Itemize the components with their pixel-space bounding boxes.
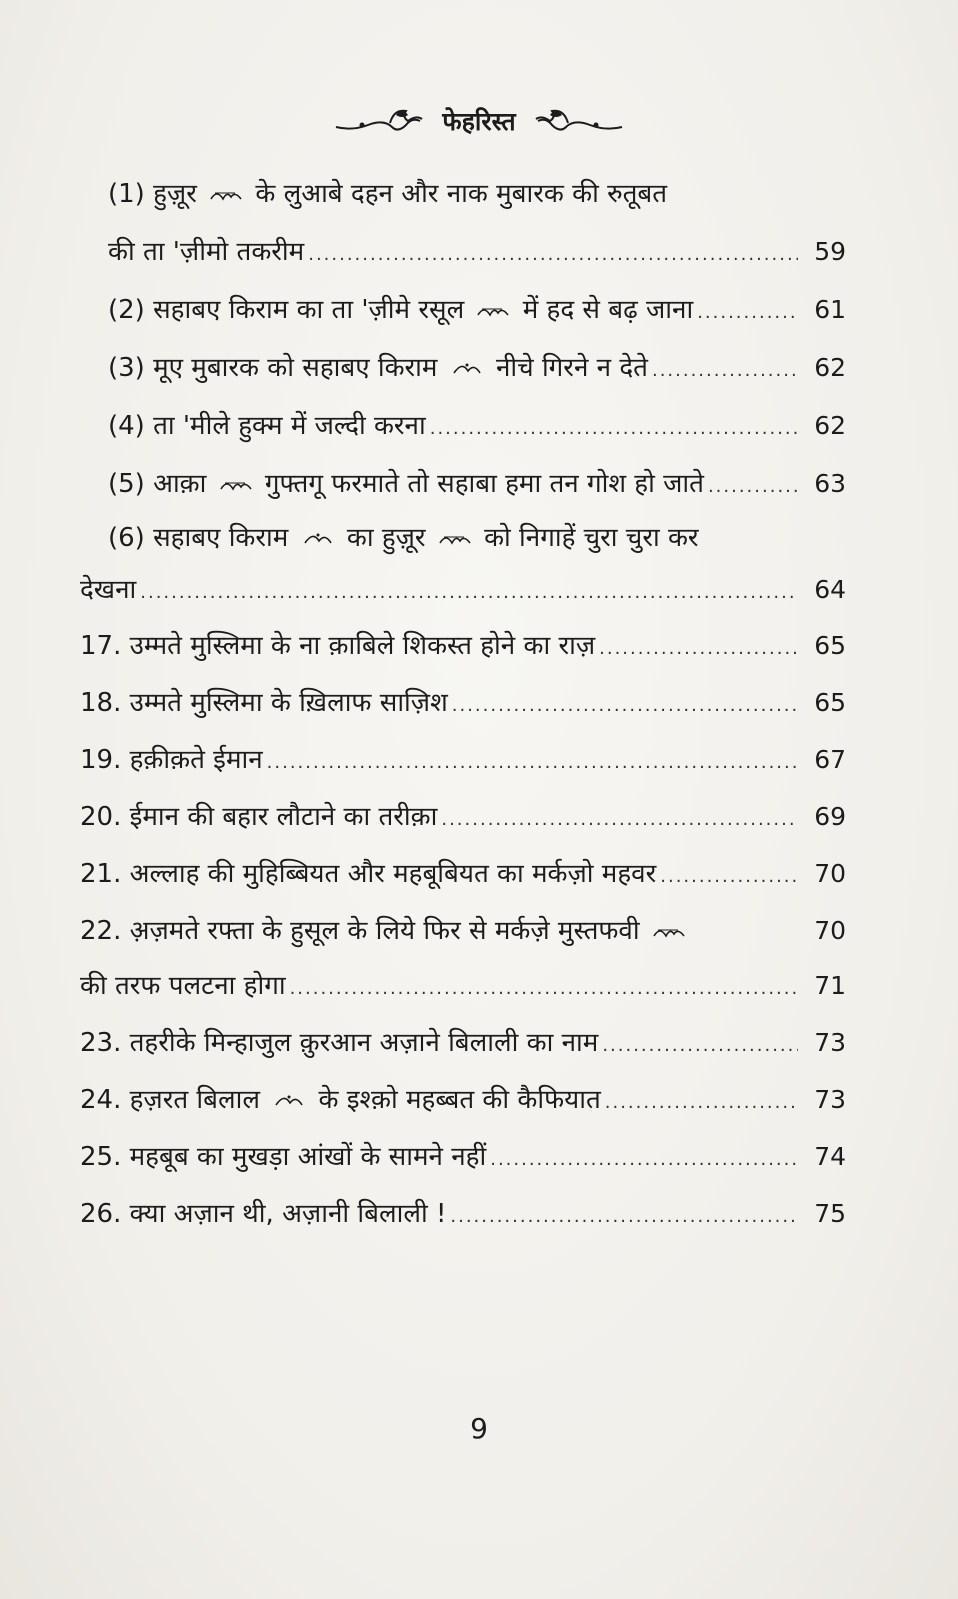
entry-label: [108, 456, 704, 512]
page-ref: 62: [814, 411, 846, 440]
dot-leader: [595, 621, 798, 677]
page-ref: 73: [814, 1085, 846, 1114]
dot-leader: [656, 849, 798, 905]
page-ref: 74: [814, 1142, 846, 1171]
entry-text: (6) सहाबए किराम: [108, 523, 289, 553]
entry-text: 26. क्या अज़ान थी, अज़ानी बिलाली !: [80, 1199, 447, 1229]
entry-label: [108, 340, 648, 396]
radiallahu-icon: [272, 1091, 306, 1111]
dot-leader: [648, 343, 798, 399]
toc-entry-23[interactable]: [80, 1015, 846, 1071]
toc-entry-18[interactable]: [80, 675, 846, 731]
entry-text: को निगाहें चुरा चुरा कर: [484, 523, 699, 553]
page-ref: 64: [814, 575, 846, 604]
entry-text: (3) मूए मुबारक को सहाबए किराम: [108, 353, 438, 383]
page-header: [0, 96, 958, 146]
page-ref: 69: [814, 802, 846, 831]
entry-text: 17. उम्मते मुस्लिमा के ना क़ाबिले शिकस्त होने का राज़: [80, 631, 596, 661]
entry-text: (5) आक़ा: [108, 469, 207, 499]
toc-entry-4[interactable]: [108, 398, 846, 454]
entry-text: नीचे गिरने न देते: [496, 353, 648, 383]
page-ref: 65: [814, 688, 846, 717]
honorific-calligraphy-icon: [476, 301, 510, 321]
toc-entry-6[interactable]: [80, 562, 846, 618]
entry-label: [80, 1072, 601, 1128]
entry-text: के इश्क़ो महब्बत की कैफियात: [318, 1085, 601, 1115]
dot-leader: [704, 459, 798, 515]
dot-leader: [693, 285, 798, 341]
page-ref: 59: [814, 237, 846, 266]
entry-text: की तरफ पलटना होगा: [80, 971, 286, 1001]
page-ref: 73: [814, 1028, 846, 1057]
entry-text: का हुज़ूर: [346, 523, 426, 553]
honorific-calligraphy-icon: [209, 185, 243, 205]
toc-entry-25[interactable]: [80, 1129, 846, 1185]
toc-entry-1[interactable]: [108, 224, 846, 280]
dot-leader: [446, 1189, 798, 1245]
page-ref: 70: [814, 859, 846, 888]
toc-entry-5[interactable]: [108, 456, 846, 512]
dot-leader: [486, 1132, 798, 1188]
entry-text: में हद से बढ़ जाना: [522, 295, 694, 325]
entry-text: 24. हज़रत बिलाल: [80, 1085, 261, 1115]
dot-leader: [601, 1075, 798, 1131]
dot-leader: [448, 678, 798, 734]
radiallahu-icon: [301, 529, 335, 549]
toc-entry-1-line1: [108, 166, 667, 222]
toc-entry-22-line1[interactable]: [80, 903, 846, 959]
toc-entry-24[interactable]: [80, 1072, 846, 1128]
entry-text: (1) हुज़ूर: [108, 179, 197, 209]
entry-text: गुफ्तगू फरमाते तो सहाबा हमा तन गोश हो जाते: [264, 469, 704, 499]
toc-entry-22[interactable]: [80, 958, 846, 1014]
entry-text: (4) ता 'मीले हुक्म में जल्दी करना: [108, 411, 426, 441]
dot-leader: [136, 565, 798, 621]
page-number: 9: [470, 1412, 488, 1445]
entry-text: 25. महबूब का मुखड़ा आंखों के सामने नहीं: [80, 1142, 487, 1172]
toc-entry-17[interactable]: [80, 618, 846, 674]
page-ref: 71: [814, 971, 846, 1000]
page-ref: 62: [814, 353, 846, 382]
page-title: फेहरिस्त: [442, 107, 516, 136]
entry-label: [80, 903, 690, 959]
page-ref: 63: [814, 469, 846, 498]
page-ref: 61: [814, 295, 846, 324]
entry-label: [108, 282, 693, 338]
page-ref: 70: [814, 916, 846, 945]
entry-text: 23. तहरीके मिन्हाजुल क़ुरआन अज़ाने बिलाली का नाम: [80, 1028, 599, 1058]
entry-text: की ता 'ज़ीमो तकरीम: [108, 237, 305, 267]
entry-text: 19. हक़ीक़ते ईमान: [80, 745, 263, 775]
dot-leader: [598, 1018, 798, 1074]
dot-leader: [304, 227, 798, 283]
dot-leader: [437, 792, 798, 848]
entry-text: के लुआबे दहन और नाक मुबारक की रुतूबत: [255, 179, 668, 209]
radiallahu-icon: [450, 359, 484, 379]
page-ref: 75: [814, 1199, 846, 1228]
left-flourish-icon: [332, 101, 428, 141]
entry-text: (2) सहाबए किराम का ता 'ज़ीमे रसूल: [108, 295, 465, 325]
dot-leader: [263, 735, 798, 791]
dot-leader: [426, 401, 798, 457]
entry-text: 22. अ़ज़मते रफ्ता के हुसूल के लिये फिर से मर्कज़े मुस्तफवी: [80, 916, 640, 946]
page-ref: 67: [814, 745, 846, 774]
honorific-calligraphy-icon: [652, 922, 686, 942]
toc-entry-19[interactable]: [80, 732, 846, 788]
page-ref: 65: [814, 631, 846, 660]
toc-entry-3[interactable]: [108, 340, 846, 396]
toc-entry-2[interactable]: [108, 282, 846, 338]
honorific-calligraphy-icon: [438, 529, 472, 549]
entry-text: 18. उम्मते मुस्लिमा के ख़िलाफ साज़िश: [80, 688, 448, 718]
entry-text: 20. ईमान की बहार लौटाने का तरीक़ा: [80, 802, 438, 832]
dot-leader: [286, 961, 798, 1017]
toc-entry-20[interactable]: [80, 789, 846, 845]
toc-entry-6-line1: [108, 510, 699, 566]
entry-text: 21. अल्लाह की मुहिब्बियत और महबूबियत का मर्कज़ो महवर: [80, 859, 657, 889]
toc-entry-26[interactable]: [80, 1186, 846, 1242]
honorific-calligraphy-icon: [219, 475, 253, 495]
right-flourish-icon: [530, 101, 626, 141]
toc-entry-21[interactable]: [80, 846, 846, 902]
entry-text: देखना: [80, 575, 137, 605]
